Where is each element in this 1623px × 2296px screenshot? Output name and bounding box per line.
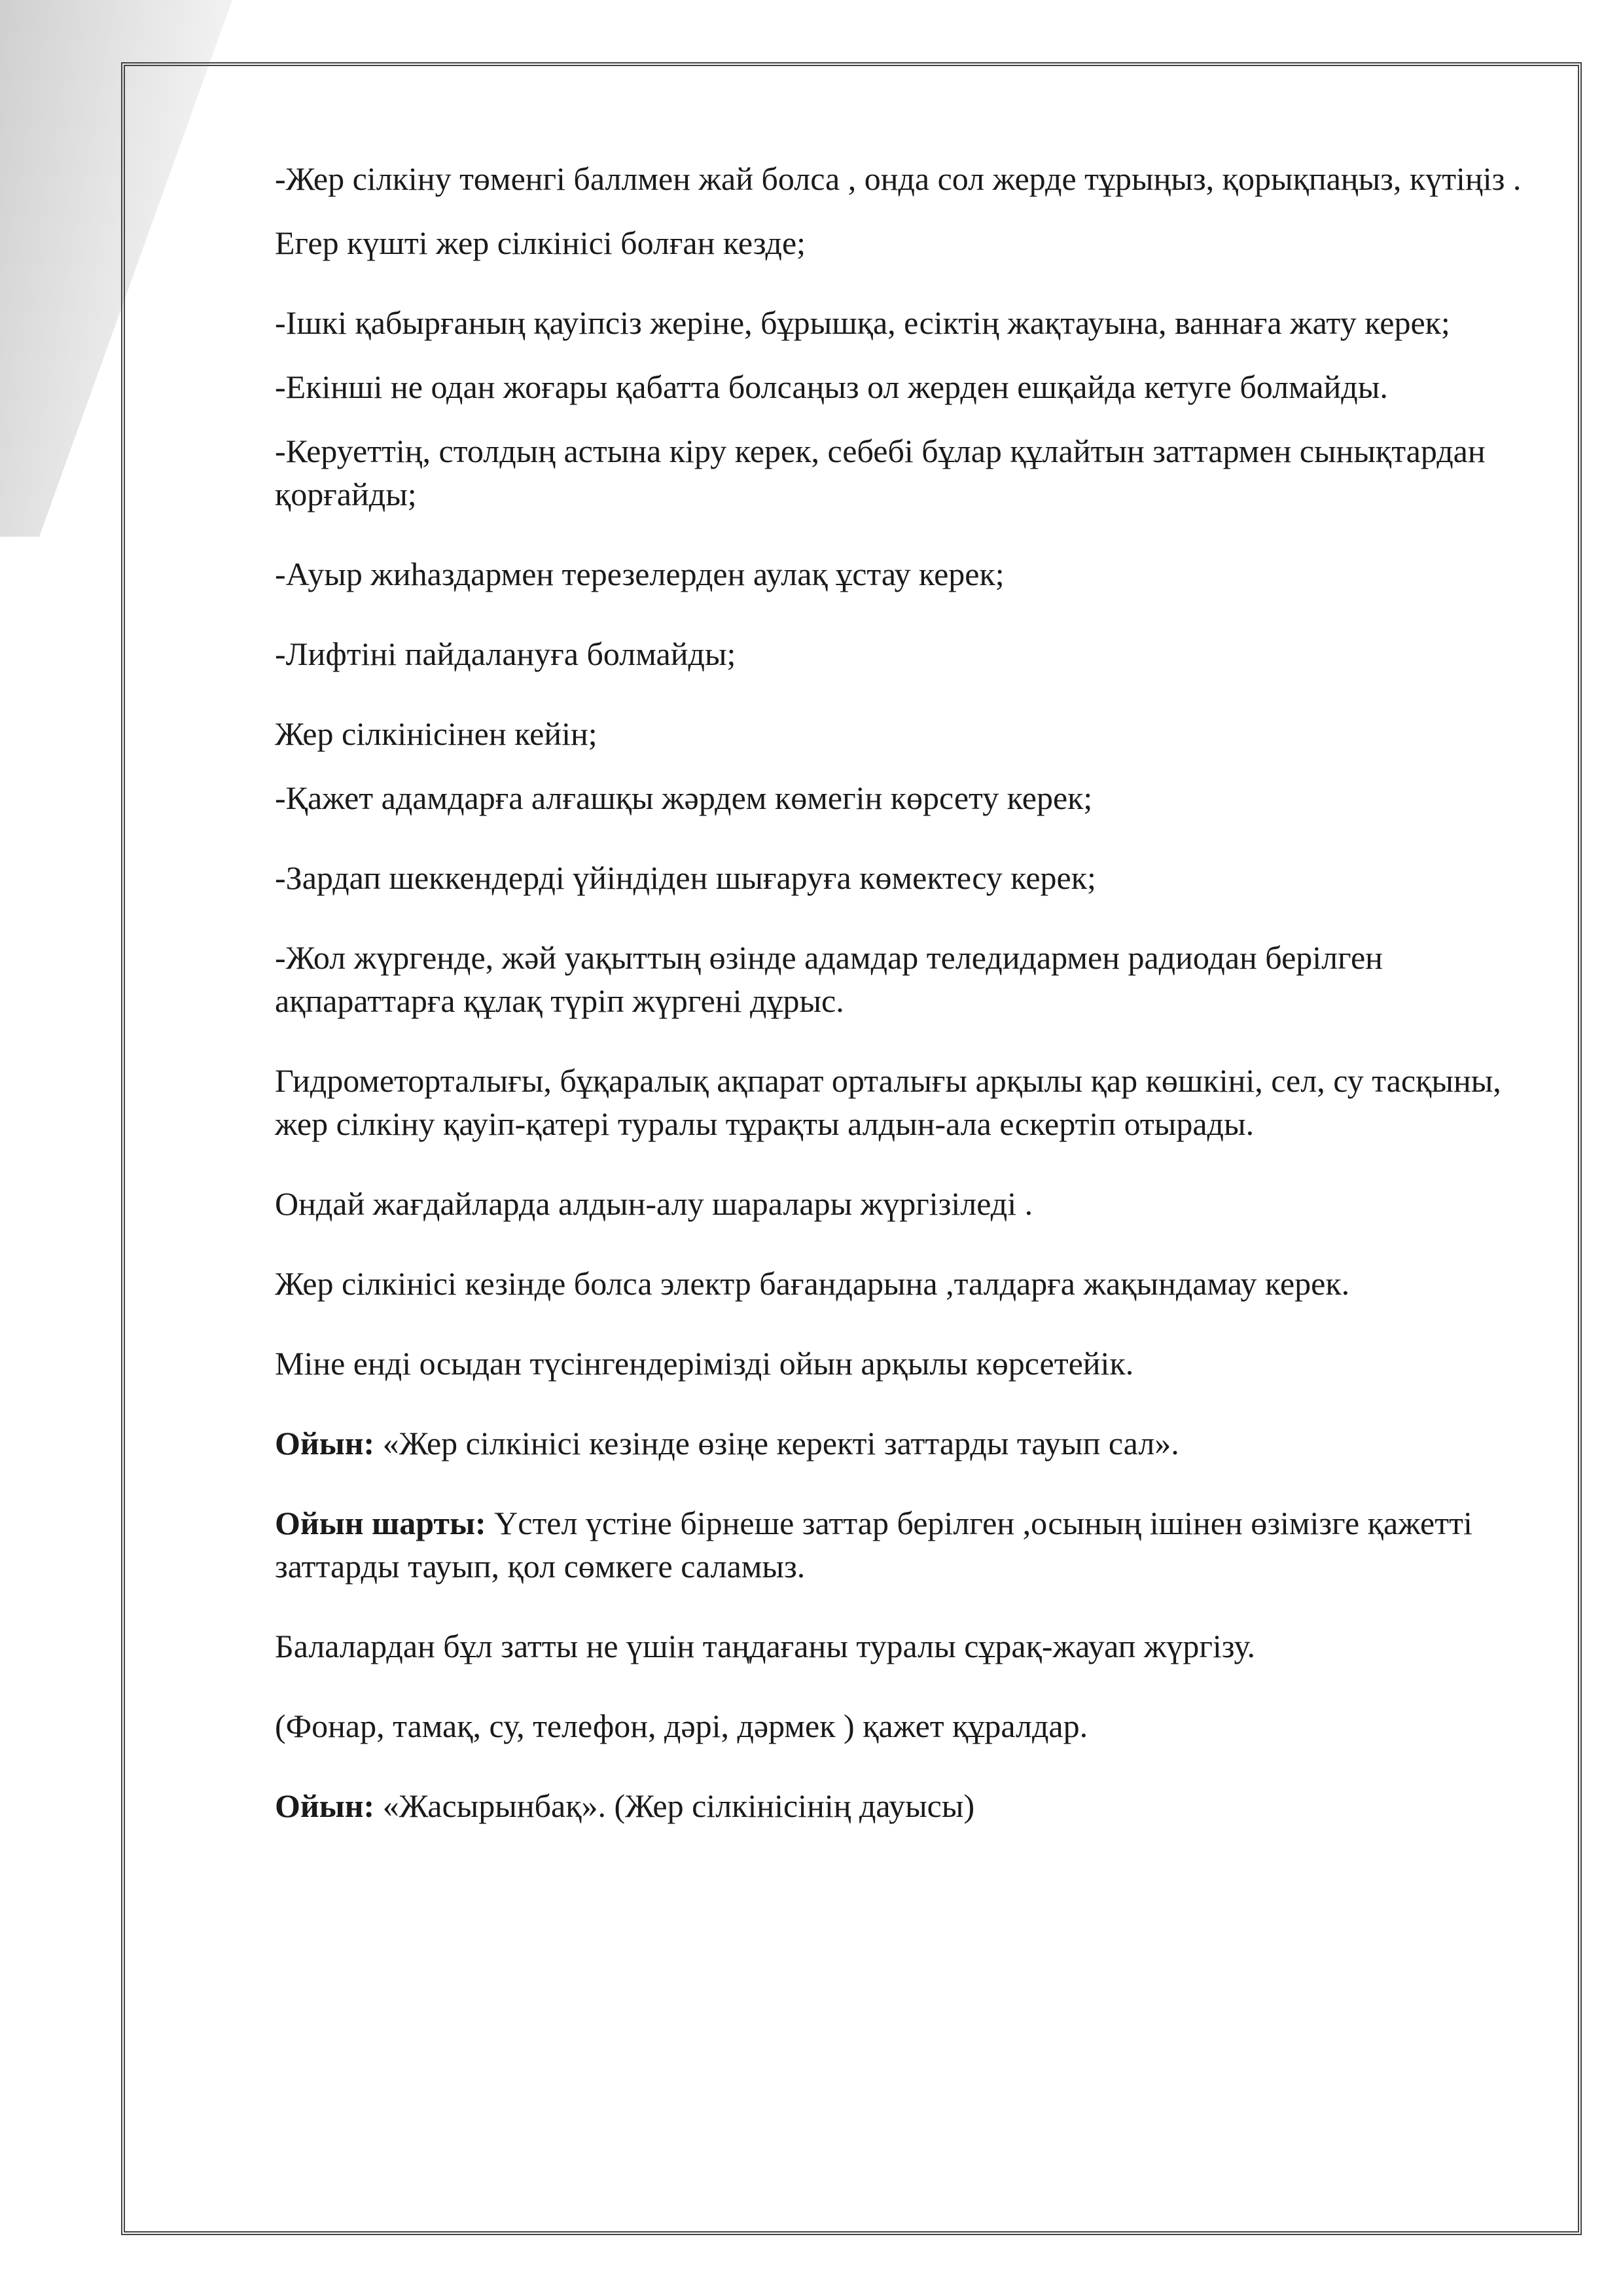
paragraph: -Қажет адамдарға алғашқы жәрдем көмегін көрсету керек; — [275, 780, 1093, 816]
paragraph: Балалардан бұл затты не үшін таңдағаны туралы сұрақ-жауап жүргізу. — [275, 1628, 1255, 1664]
paragraph: Ондай жағдайларда алдын-алу шаралары жүргізіледі . — [275, 1185, 1033, 1222]
paragraph: Міне енді осыдан түсінгендерімізді ойын арқылы көрсетейік. — [275, 1345, 1134, 1382]
game-label: Ойын: — [275, 1787, 375, 1824]
paragraph: -Керуеттің, столдың астына кіру керек, себебі бұлар құлайтын заттармен сынықтардан қорғайды; — [275, 433, 1486, 512]
paragraph: (Фонар, тамақ, су, телефон, дәрі, дәрмек ) қажет құралдар. — [275, 1708, 1088, 1744]
game-label: Ойын: — [275, 1425, 375, 1462]
game-rules-paragraph: Ойын шарты: Үстел үстіне бірнеше заттар берілген ,осының ішінен өзімізге қажетті заттарды тауып, қол сөмкеге саламыз. — [275, 1505, 1472, 1585]
paragraph: -Лифтіні пайдалануға болмайды; — [275, 636, 736, 672]
game-rules-label: Ойын шарты: — [275, 1505, 486, 1541]
game-paragraph: Ойын: «Жер сілкінісі кезінде өзіңе керекті заттарды тауып сал». — [275, 1425, 1179, 1462]
paragraph: -Ауыр жиһаздармен терезелерден аулақ ұстау керек; — [275, 556, 1005, 592]
paragraph: Гидрометорталығы, бұқаралық ақпарат орталығы арқылы қар көшкіні, сел, су тасқыны, жер сілкіну қауіп-қатері туралы тұрақты алдын-ала ескертіп отырады. — [275, 1062, 1501, 1142]
paragraph: Жер сілкінісінен кейін; — [275, 715, 597, 752]
paragraph: -Ішкі қабырғаның қауіпсіз жеріне, бұрышқа, есіктің жақтауына, ваннаға жату керек; — [275, 304, 1450, 341]
paragraph: Жер сілкінісі кезінде болса электр бағандарына ,талдарға жақындамау керек. — [275, 1265, 1350, 1302]
paragraph: Егер күшті жер сілкінісі болған кезде; — [275, 224, 806, 261]
paragraph: -Екінші не одан жоғары қабатта болсаңыз ол жерден ешқайда кетуге болмайды. — [275, 368, 1388, 405]
paragraph: -Жол жүргенде, жәй уақыттың өзінде адамдар теледидармен радиодан берілген ақпараттарға құлақ түріп жүргені дұрыс. — [275, 939, 1383, 1019]
paragraph: -Жер сілкіну төменгі баллмен жай болса , онда сол жерде тұрыңыз, қорықпаңыз, күтіңіз . — [275, 160, 1522, 197]
game-paragraph: Ойын: «Жасырынбақ». (Жер сілкінісінің дауысы) — [275, 1787, 975, 1824]
document-body — [275, 157, 1558, 1864]
paragraph: -Зардап шеккендерді үйіндіден шығаруға көмектесу керек; — [275, 859, 1096, 896]
